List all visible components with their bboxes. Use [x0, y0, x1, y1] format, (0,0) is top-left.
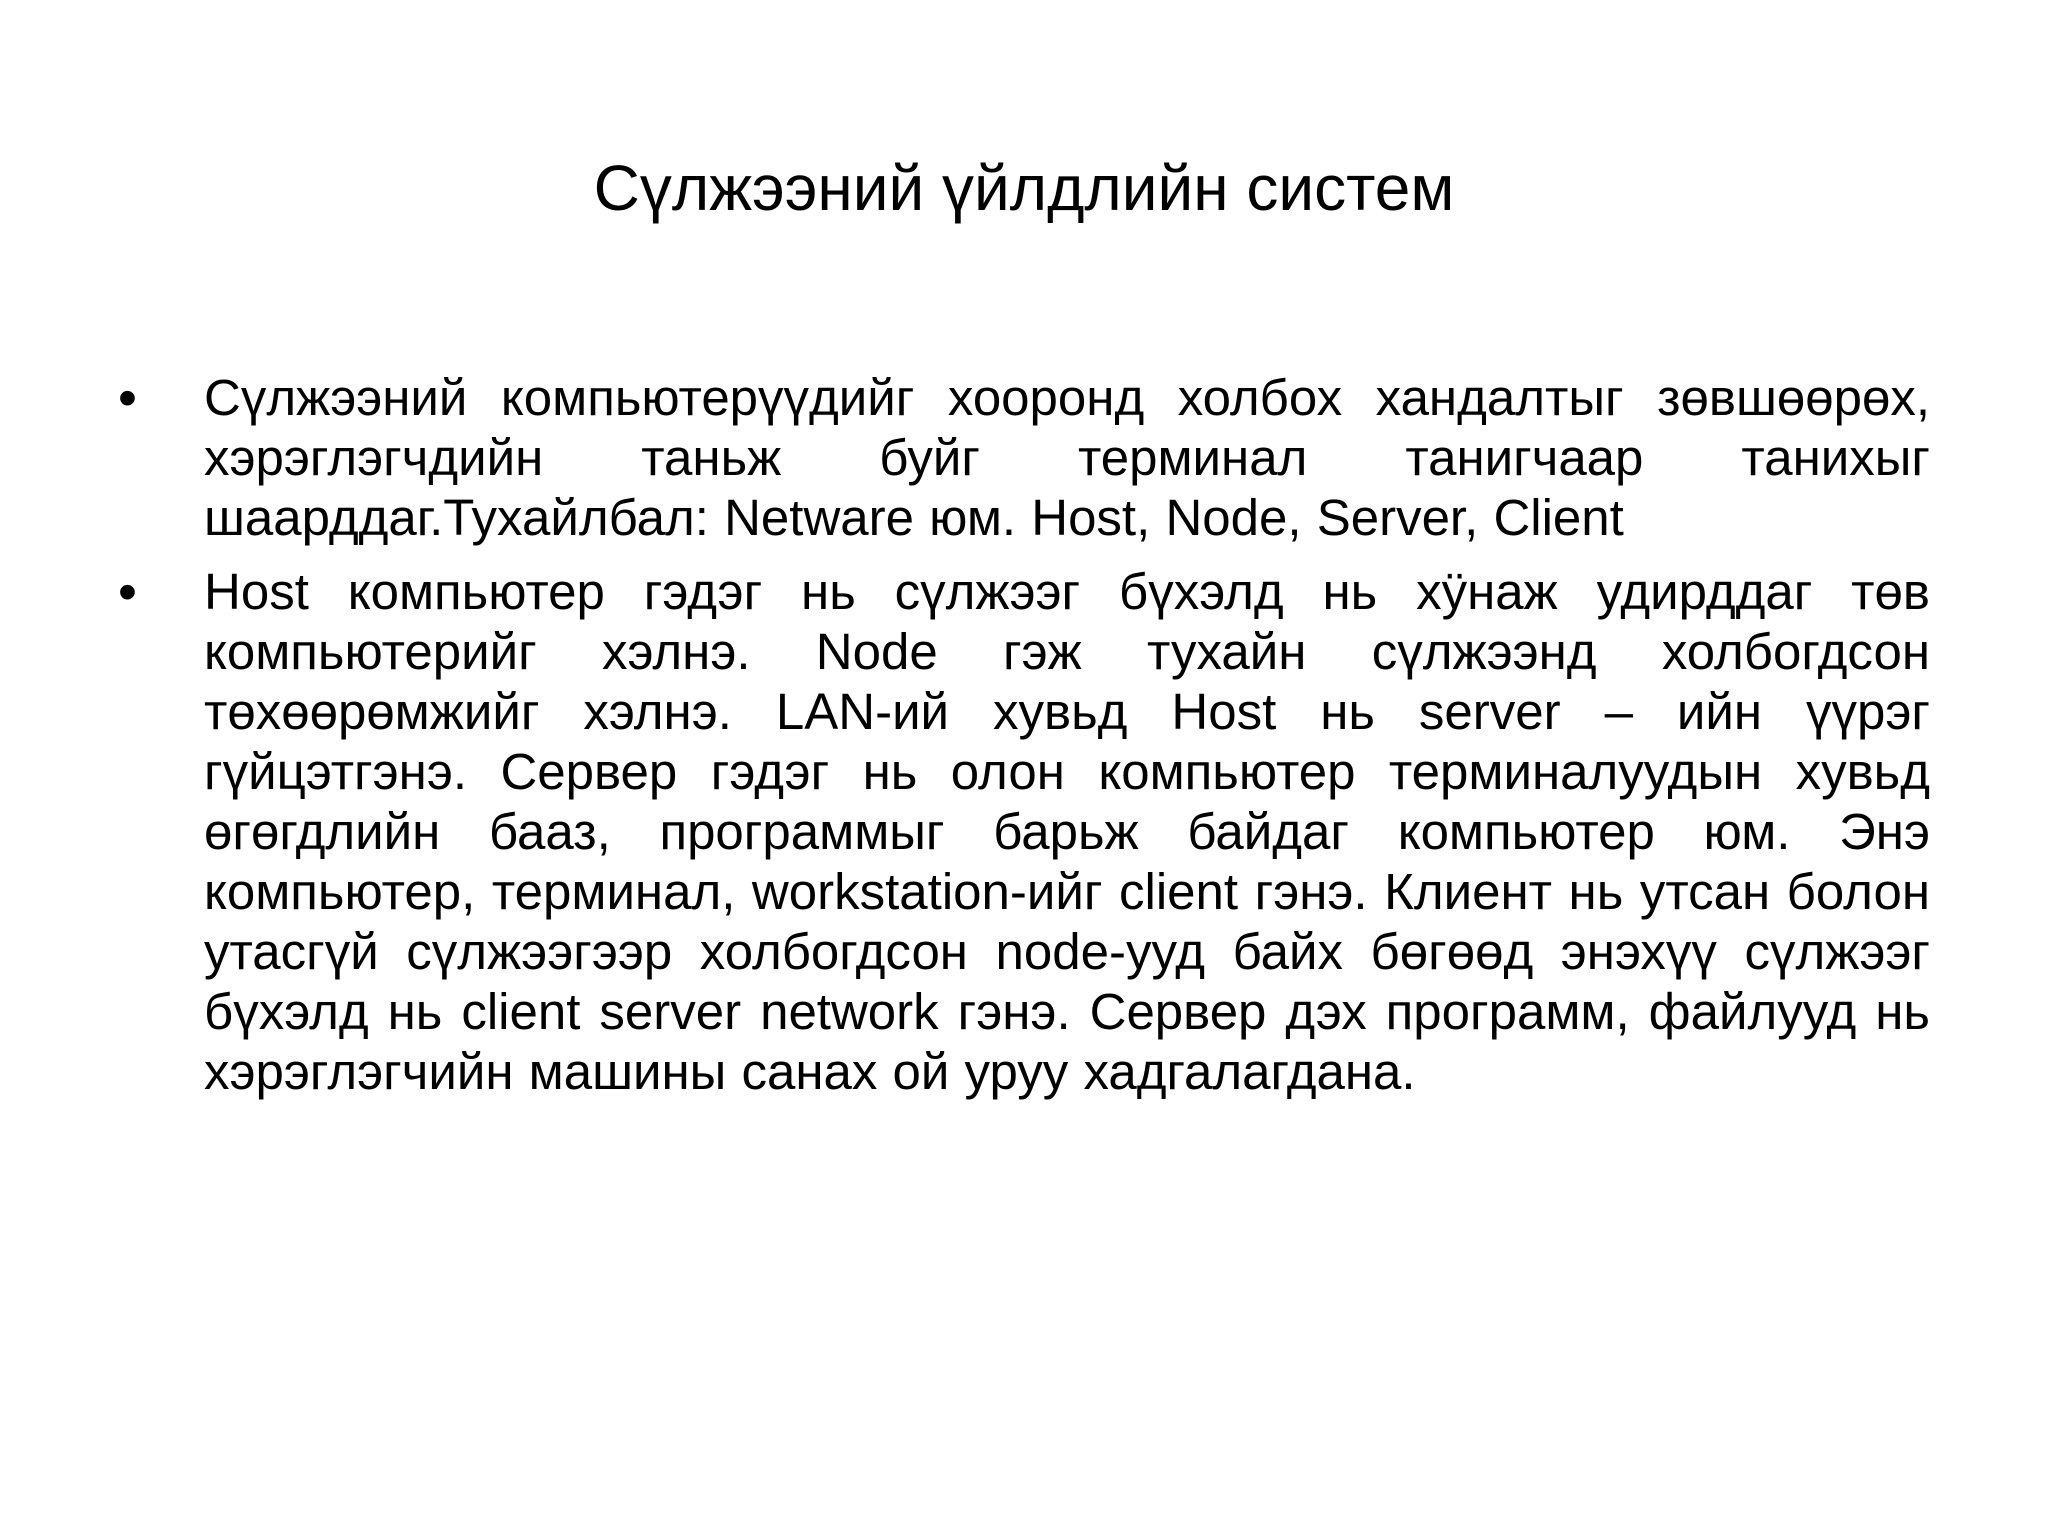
list-item [118, 368, 1930, 548]
bullet-dot-icon: • [118, 562, 137, 622]
list-item [118, 562, 1930, 1102]
bullet-dot-icon: • [118, 368, 137, 428]
bullet-list [118, 368, 1930, 1116]
slide-title: Сүлжээний үйлдлийн систем [593, 152, 1455, 224]
bullet-text: Сүлжээний компьютерүүдийг хооронд холбох хандалтыг зөвшөөрөх, хэрэглэгчдийн таньж буйг терминал танигчаар танихыг шаарддаг.Тухайлбал: Netware юм. Host, Node, Server, Client [204, 369, 1930, 546]
bullet-text: Host компьютер гэдэг нь сүлжээг бүхэлд нь хӱнаж удирддаг төв компьютерийг хэлнэ. Node гэж тухайн сүлжээнд холбогдсон төхөөрөмжийг хэлнэ. LAN-ий хувьд Host нь server – ийн үүрэг гүйцэтгэнэ. Сервер гэдэг нь олон компьютер терминалуудын хувьд өгөгдлийн бааз, программыг барьж байдаг компьютер юм. Энэ компьютер, терминал, workstation-ийг client гэнэ. Клиент нь утсан болон утасгүй сүлжээгээр холбогдсон node-ууд байх бөгөөд энэхүү сүлжээг бүхэлд нь client server network гэнэ. Сервер дэх программ, файлууд нь хэрэглэгчийн машины санах ой уруу хадгалагдана. [204, 563, 1930, 1100]
